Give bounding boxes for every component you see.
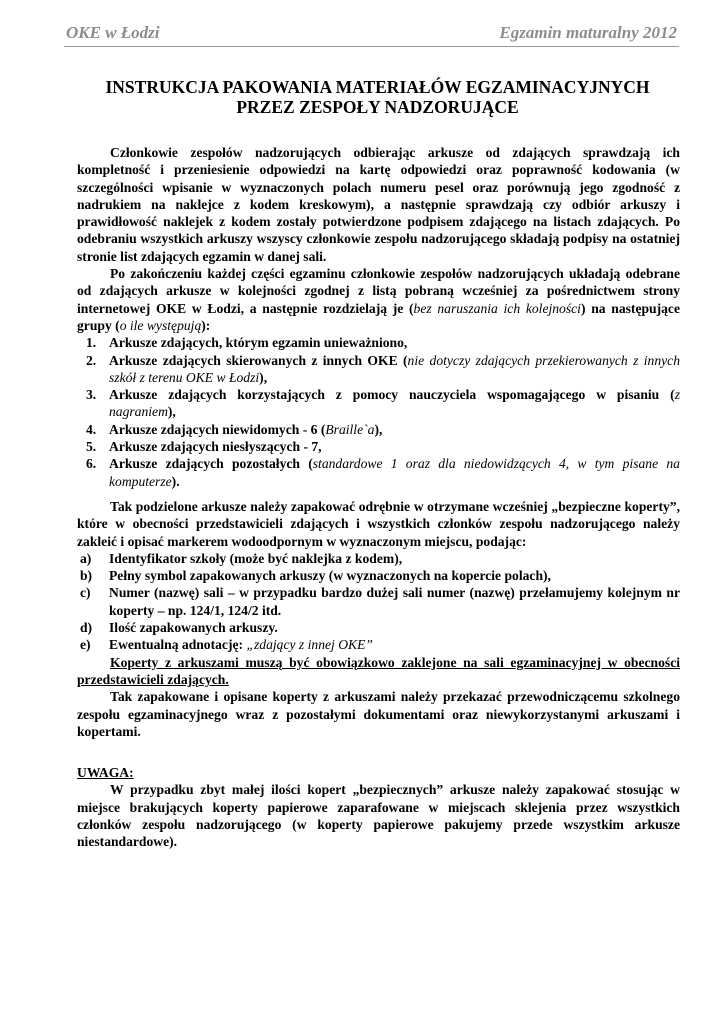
grouping-italic-a: bez naruszania ich kolejności	[413, 300, 581, 316]
list-item: 6. Arkusze zdających pozostałych (standardowe 1 oraz dla niedowidzących 4, w tym pisane na komputerze).	[86, 456, 680, 489]
paragraph-handover: Tak zapakowane i opisane koperty z arkuszami należy przekazać przewodniczącemu szkolnego zespołu egzaminacyjnego wraz z pozostałymi dokumentami oraz niewykorzystanymi arkuszami i kopertami.	[77, 689, 680, 739]
document-title	[70, 77, 685, 117]
list-item: a) Identyfikator szkoły (może być naklejka z kodem),	[80, 550, 403, 566]
list-item: 3. Arkusze zdających korzystających z pomocy nauczyciela wspomagającego w pisaniu (z nagraniem),	[86, 387, 680, 420]
groups-list	[77, 334, 680, 490]
document-body	[77, 144, 680, 851]
grouping-text-b: ) na następujące grupy (	[77, 300, 680, 333]
list-item: b) Pełny symbol zapakowanych arkuszy (w wyznaczonych na kopercie polach),	[80, 568, 551, 584]
header-right: Egzamin maturalny 2012	[499, 23, 677, 42]
paragraph-sealing: Koperty z arkuszami muszą być obowiązkowo zaklejone na sali egzaminacyjnej w obecności przedstawicieli zdających.	[77, 654, 680, 687]
list-item: e) Ewentualną adnotację: „zdający z innej OKE”	[80, 637, 373, 653]
paragraph-collecting: Członkowie zespołów nadzorujących odbierając arkusze od zdających sprawdzają ich kompletność i przeniesienie odpowiedzi na kartę odpowiedzi oraz poprawność kodowania (w szczególności wpisanie w wyznaczonych polach numeru pesel oraz porównują jego zgodność z nadrukiem na naklejce z kodem kreskowym), a następnie sprawdzają czy odbiór arkuszy i prawidłowość naklejek z kodem zostały potwierdzone podpisem zdającego na listach zdających. Po odebraniu wszystkich arkuszy wszyscy członkowie zespołu nadzorującego składają podpisy na ostatniej stronie list zdających egzamin w danej sali.	[77, 145, 680, 264]
page-header	[64, 22, 679, 47]
note-text: W przypadku zbyt małej ilości kopert „bezpiecznych” arkusze należy zapakować stosując w miejsce brakujących koperty papierowe zaparafowane w miejscach sklejenia przez wszystkich członków zespołu nadzorującego (w koperty papierowe pakujemy przede wszystkim arkusze niestandardowe).	[77, 782, 680, 850]
list-item: 1. Arkusze zdających, którym egzamin unieważniono,	[86, 335, 408, 351]
grouping-text-a: Po zakończeniu każdej części egzaminu członkowie zespołów nadzorujących układają odebrane od zdających arkusze w kolejności zgodnej z listą pobraną wcześniej za pośrednictwem strony internetowej OKE w Łodzi, a następnie rozdzielają je (	[77, 266, 680, 316]
list-item: 2. Arkusze zdających skierowanych z innych OKE (nie dotyczy zdających przekierowanych z innych szkół z terenu OKE w Łodzi),	[86, 352, 680, 385]
list-item: c) Numer (nazwę) sali – w przypadku bardzo dużej sali numer (nazwę) przełamujemy kolejnym nr koperty – np. 124/1, 124/2 itd.	[80, 585, 680, 618]
grouping-text-c: ):	[201, 317, 211, 333]
paragraph-packing: Tak podzielone arkusze należy zapakować odrębnie w otrzymane wcześniej „bezpieczne koperty”, które w obecności przedstawicieli zdających i wszystkich członków zespołu nadzorującego należy zakleić i opisać markerem wodoodpornym w wyznaczonym miejscu, podając:	[77, 498, 680, 549]
grouping-italic-b: o ile występują	[119, 317, 202, 333]
header-left: OKE w Łodzi	[66, 23, 160, 42]
note-heading: UWAGA:	[77, 765, 134, 781]
list-item: 5. Arkusze zdających niesłyszących - 7,	[86, 439, 322, 455]
paragraph-grouping	[77, 265, 680, 334]
list-item: d) Ilość zapakowanych arkuszy.	[80, 620, 278, 636]
envelope-details-list	[77, 550, 680, 654]
title-line-2: PRZEZ ZESPOŁY NADZORUJĄCE	[236, 97, 519, 117]
list-item: 4. Arkusze zdających niewidomych - 6 (Braille`a),	[86, 421, 383, 437]
title-line-1: INSTRUKCJA PAKOWANIA MATERIAŁÓW EGZAMINACYJNYCH	[105, 77, 650, 97]
